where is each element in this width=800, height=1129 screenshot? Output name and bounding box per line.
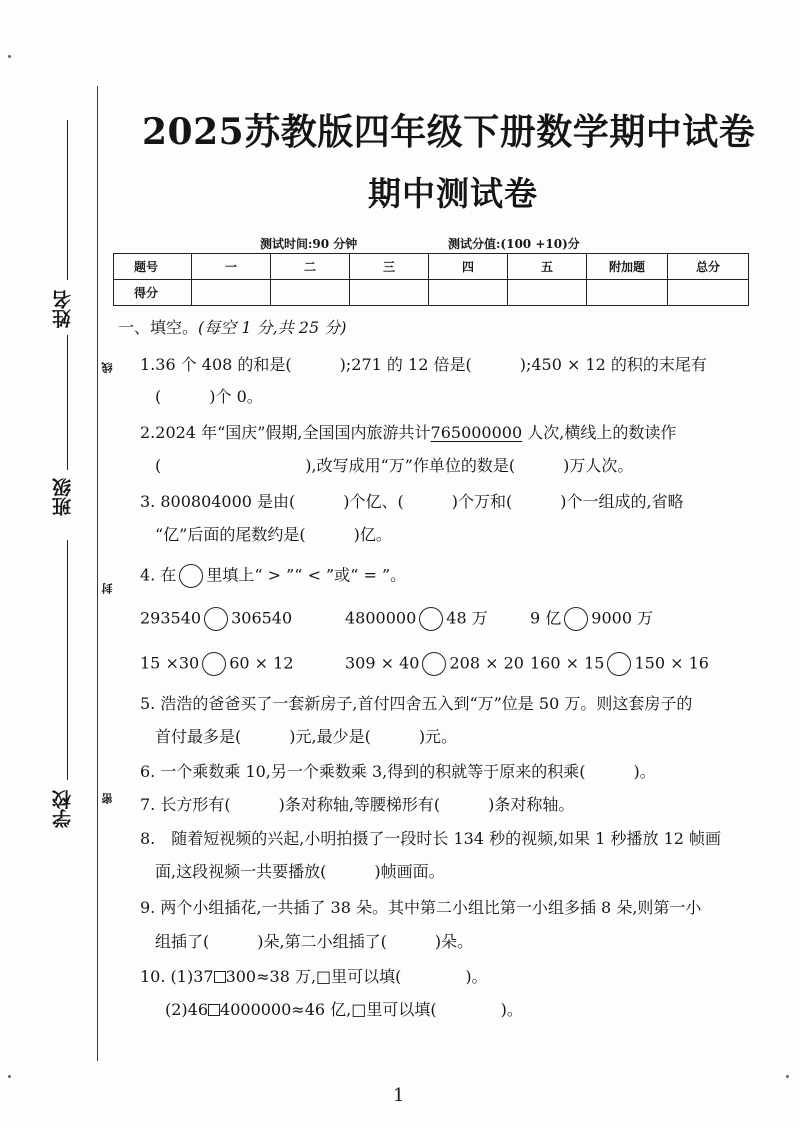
question-1-line-1: 1.36 个 408 的和是( );271 的 12 倍是( );450 × 12 的积的末尾有: [140, 355, 707, 374]
question-4-line: [140, 564, 406, 588]
question-8-line-1: 8. 随着短视频的兴起,小明拍摄了一段时长 134 秒的视频,如果 1 秒播放 12 帧画: [140, 829, 722, 848]
section-title: 一、填空。: [118, 318, 199, 337]
score-cell[interactable]: [271, 280, 350, 306]
digit-box[interactable]: [214, 971, 226, 983]
question-9-line-2: 组插了( )朵,第二小组插了( )朵。: [155, 932, 474, 951]
scan-dot: [8, 55, 11, 58]
table-header-cell: 一: [192, 254, 271, 280]
question-4-text: 里填上“ > ”“ < ”或“ = ”。: [206, 565, 407, 585]
digit-box[interactable]: [208, 1004, 220, 1016]
compare-left: 160 × 15: [530, 653, 605, 673]
compare-left: 15 ×30: [140, 653, 200, 673]
binding-line: [97, 86, 98, 1061]
name-write-line: [67, 120, 68, 280]
class-label: 班级: [52, 478, 74, 516]
seal-mark-line: 线: [101, 362, 114, 373]
exam-subtitle: 期中测试卷: [368, 174, 538, 213]
seal-mark-secret: 密: [101, 793, 114, 804]
compare-right: 60 × 12: [229, 653, 294, 673]
question-1-line-2: ( )个 0。: [155, 387, 263, 406]
compare-circle[interactable]: [419, 607, 443, 631]
compare-item: [140, 652, 294, 676]
compare-item: [345, 652, 524, 676]
compare-circle[interactable]: [202, 652, 226, 676]
compare-item: [345, 607, 488, 631]
question-8-line-2: 面,这段视频一共要播放( )帧画面。: [155, 862, 445, 881]
compare-right: 306540: [231, 608, 293, 628]
question-6: 6. 一个乘数乘 10,另一个乘数乘 3,得到的积就等于原来的积乘( )。: [140, 762, 656, 781]
question-9-line-1: 9. 两个小组插花,一共插了 38 朵。其中第二小组比第一小组多插 8 朵,则第一小: [140, 898, 702, 917]
table-header-cell: 总分: [668, 254, 749, 280]
compare-item: [530, 607, 653, 631]
compare-right: 208 × 20: [449, 653, 524, 673]
table-header-cell: 附加题: [587, 254, 668, 280]
scan-dot: [8, 1075, 11, 1078]
table-header-cell: 题号: [114, 254, 192, 280]
question-10-text: 10. (1)37: [140, 967, 214, 986]
score-cell[interactable]: [429, 280, 508, 306]
score-table: [113, 253, 749, 306]
score-table-header-row: [114, 254, 749, 280]
question-10-part-2: [165, 1000, 523, 1020]
question-3-line-2: “亿”后面的尾数约是( )亿。: [155, 525, 392, 544]
school-write-line: [67, 540, 68, 780]
question-5-line-1: 5. 浩浩的爸爸买了一套新房子,首付四舍五入到“万”位是 50 万。则这套房子的: [140, 694, 693, 713]
table-header-cell: 三: [350, 254, 429, 280]
compare-left: 309 × 40: [345, 653, 420, 673]
table-header-cell: 四: [429, 254, 508, 280]
compare-right: 48 万: [446, 608, 488, 628]
table-header-cell: 二: [271, 254, 350, 280]
test-score: 测试分值:(100 +10)分: [448, 237, 580, 251]
question-7: 7. 长方形有( )条对称轴,等腰梯形有( )条对称轴。: [140, 795, 575, 814]
page-number: 1: [393, 1085, 405, 1106]
question-2-line-2: ( ),改写成用“万”作单位的数是( )万人次。: [155, 456, 634, 475]
question-10-text: 4000000≈46 亿,□里可以填( )。: [220, 1000, 523, 1019]
compare-left: 4800000: [345, 608, 417, 628]
score-cell[interactable]: [668, 280, 749, 306]
section-heading: [118, 318, 346, 338]
compare-item: [140, 607, 292, 631]
compare-item: [530, 652, 709, 676]
question-10-text: (2)46: [165, 1000, 209, 1019]
underlined-number: 765000000: [430, 423, 523, 442]
question-10-text: 300≈38 万,□里可以填( )。: [225, 967, 488, 986]
score-cell[interactable]: [350, 280, 429, 306]
compare-left: 293540: [140, 608, 202, 628]
question-2-text: 2.2024 年“国庆”假期,全国国内旅游共计: [140, 423, 431, 442]
question-2-line-1: [140, 423, 676, 443]
score-cell[interactable]: [192, 280, 271, 306]
question-4-text: 4. 在: [140, 565, 177, 585]
compare-left: 9 亿: [530, 608, 562, 628]
class-write-line: [67, 335, 68, 470]
question-3-line-1: 3. 800804000 是由( )个亿、( )个万和( )个一组成的,省略: [140, 492, 684, 511]
compare-circle: [179, 564, 203, 588]
compare-right: 150 × 16: [634, 653, 709, 673]
question-2-text: 人次,横线上的数读作: [522, 423, 677, 442]
test-time: 测试时间:90 分钟: [260, 237, 358, 251]
name-label: 姓名: [52, 290, 74, 328]
table-header-cell: 五: [508, 254, 587, 280]
score-cell[interactable]: [508, 280, 587, 306]
question-10-part-1: [140, 967, 488, 987]
scan-dot: [786, 1075, 789, 1078]
seal-mark-seal: 封: [101, 583, 114, 594]
school-label: 学校: [52, 790, 74, 828]
compare-right: 9000 万: [591, 608, 654, 628]
score-row-label: 得分: [114, 280, 192, 306]
compare-circle[interactable]: [204, 607, 228, 631]
compare-circle[interactable]: [422, 652, 446, 676]
exam-title: 2025苏教版四年级下册数学期中试卷: [142, 111, 756, 153]
section-note: (每空 1 分,共 25 分): [198, 318, 347, 337]
compare-circle[interactable]: [607, 652, 631, 676]
compare-circle[interactable]: [564, 607, 588, 631]
score-cell[interactable]: [587, 280, 668, 306]
score-table-score-row: [114, 280, 749, 306]
question-5-line-2: 首付最多是( )元,最少是( )元。: [155, 727, 458, 746]
